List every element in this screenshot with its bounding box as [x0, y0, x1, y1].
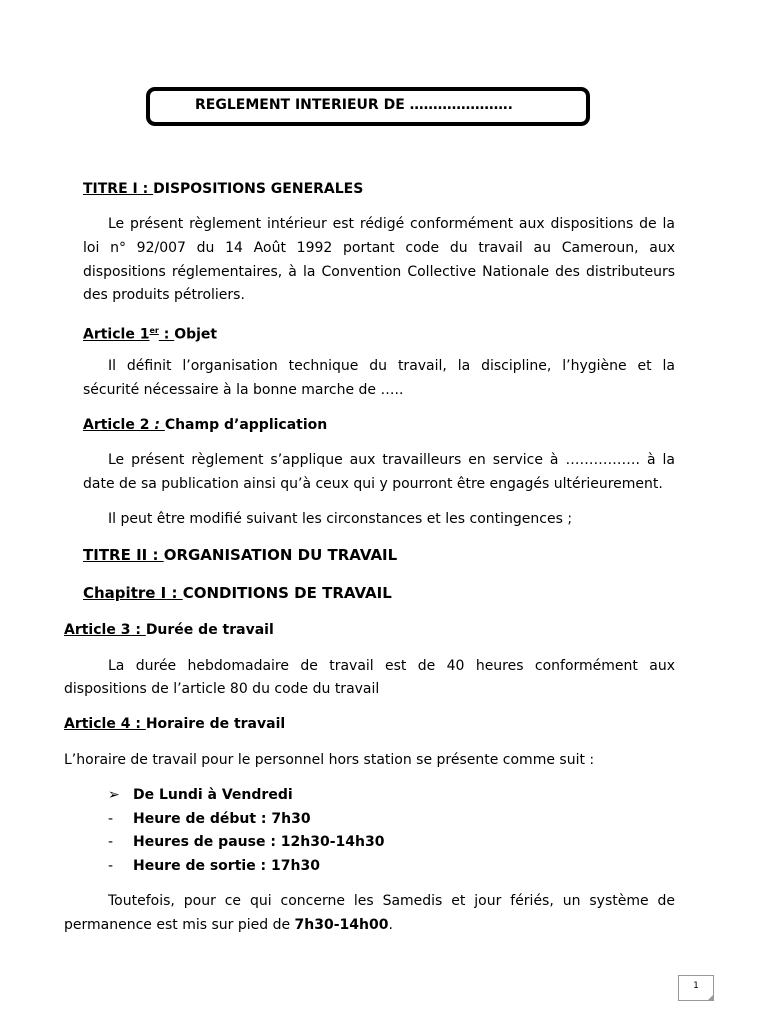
- intro-line-1: Le présent règlement intérieur est rédigé conformément aux dispositions de la: [108, 216, 675, 232]
- article-3-heading: Article 3 : Durée de travail: [64, 622, 274, 638]
- article-2-line-3: Il peut être modifié suivant les circonstances et les contingences ;: [108, 511, 573, 527]
- dash-bullet: -: [108, 811, 114, 827]
- article-4-intro: L’horaire de travail pour le personnel hors station se présente comme suit :: [64, 752, 595, 768]
- article-1-heading: Article 1er : Objet: [83, 326, 218, 343]
- article-3-line-2: dispositions de l’article 80 du code du travail: [64, 681, 380, 697]
- article-4-heading: Article 4 : Horaire de travail: [64, 716, 286, 732]
- arrow-bullet-icon: ➢: [108, 787, 120, 803]
- article-2-line-1: Le présent règlement s’applique aux travailleurs en service à ……………. à la: [108, 452, 675, 468]
- closing-line-1: Toutefois, pour ce qui concerne les Samedis et jour fériés, un système de: [108, 893, 675, 909]
- closing-line-2: permanence est mis sur pied de 7h30-14h00.: [64, 917, 393, 933]
- intro-line-2: loi n° 92/007 du 14 Août 1992 portant code du travail au Cameroun, aux: [83, 240, 675, 256]
- intro-line-3: dispositions réglementaires, à la Convention Collective Nationale des distributeurs: [83, 264, 675, 280]
- titre-1-label: TITRE I: [83, 181, 138, 197]
- titre-1-text: DISPOSITIONS GENERALES: [153, 181, 364, 197]
- article-1-line-2: sécurité nécessaire à la bonne marche de …..: [83, 382, 404, 398]
- dash-bullet: -: [108, 834, 114, 850]
- article-1-line-1: Il définit l’organisation technique du travail, la discipline, l’hygiène et la: [108, 358, 675, 374]
- document-title: REGLEMENT INTERIEUR DE ………………….: [195, 97, 513, 113]
- document-title-box: [146, 87, 590, 126]
- titre-2-heading: TITRE II : ORGANISATION DU TRAVAIL: [83, 546, 398, 564]
- intro-line-4: des produits pétroliers.: [83, 287, 245, 303]
- article-2-line-2: date de sa publication ainsi qu’à ceux qui y pourront être engagés ultérieurement.: [83, 476, 663, 492]
- page-number: 1: [678, 975, 714, 1001]
- article-3-line-1: La durée hebdomadaire de travail est de 40 heures conformément aux: [108, 658, 675, 674]
- titre-1-heading: TITRE I : DISPOSITIONS GENERALES: [83, 181, 364, 197]
- article-2-heading: Article 2 : Champ d’application: [83, 417, 328, 433]
- dash-bullet: -: [108, 858, 114, 874]
- chapitre-1-heading: Chapitre I : CONDITIONS DE TRAVAIL: [83, 584, 392, 602]
